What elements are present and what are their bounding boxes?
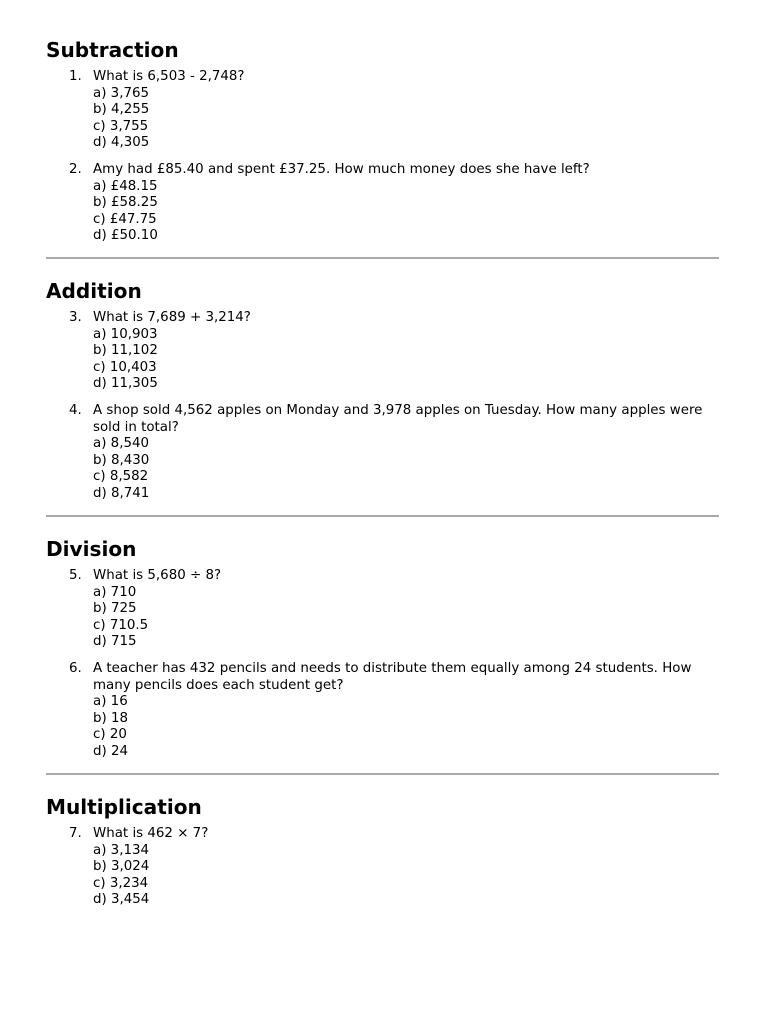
question-text: What is 5,680 ÷ 8? [93,568,222,583]
question-text: A shop sold 4,562 apples on Monday and 3,978 apples on Tuesday. How many apples were sold in total? [93,403,703,435]
answer-option-d: d) 8,741 [93,485,150,501]
answer-option-b: b) 8,430 [93,452,150,468]
question-text: What is 462 × 7? [93,826,209,841]
answer-option-a: a) 10,903 [93,326,158,342]
answer-option-c: c) 3,234 [93,875,149,891]
question-7 [69,826,719,910]
section-divider [46,515,719,517]
question-text: Amy had £85.40 and spent £37.25. How much money does she have left? [93,162,590,177]
answer-option-b: b) 4,255 [93,102,150,118]
answer-option-c: c) 20 [93,727,127,743]
question-number: 3. [69,310,82,325]
answer-option-b: b) 18 [93,710,129,726]
question-3 [69,310,719,394]
question-text: What is 7,689 + 3,214? [93,310,251,325]
answer-option-b: b) 11,102 [93,343,158,359]
question-text: A teacher has 432 pencils and needs to distribute them equally among 24 students. How many pencils does each student get? [93,661,692,693]
question-5 [69,568,719,652]
answer-option-d: d) £50.10 [93,228,158,244]
question-number: 7. [69,826,82,841]
question-6 [69,661,719,761]
section-title: Addition [46,279,142,303]
section-title: Division [46,537,137,561]
answer-option-b: b) 725 [93,601,137,617]
answer-option-d: d) 11,305 [93,376,158,392]
answer-option-c: c) 710.5 [93,617,149,633]
answer-option-a: a) £48.15 [93,178,158,194]
answer-option-a: a) 710 [93,584,137,600]
section-subtraction [46,38,719,244]
section-title: Subtraction [46,38,179,62]
section-multiplication [46,795,719,908]
section-divider [46,773,719,775]
answer-option-a: a) 8,540 [93,436,150,452]
section-addition [46,279,719,501]
answer-option-d: d) 715 [93,634,137,650]
answer-option-c: c) 3,755 [93,118,149,134]
answer-option-d: d) 3,454 [93,892,150,908]
question-number: 2. [69,162,82,177]
answer-option-c: c) 8,582 [93,469,149,485]
answer-option-d: d) 24 [93,743,129,759]
question-2 [69,162,719,246]
answer-option-d: d) 4,305 [93,135,150,151]
section-divider [46,257,719,259]
question-4 [69,403,719,503]
answer-option-b: b) £58.25 [93,195,158,211]
question-number: 4. [69,403,82,418]
question-text: What is 6,503 - 2,748? [93,69,245,84]
question-number: 5. [69,568,82,583]
question-1 [69,69,719,153]
question-number: 1. [69,69,82,84]
answer-option-a: a) 3,765 [93,85,150,101]
answer-option-a: a) 3,134 [93,842,150,858]
section-division [46,537,719,759]
answer-option-c: c) £47.75 [93,211,157,227]
section-title: Multiplication [46,795,202,819]
answer-option-c: c) 10,403 [93,359,157,375]
question-number: 6. [69,661,82,676]
answer-option-b: b) 3,024 [93,859,150,875]
answer-option-a: a) 16 [93,694,128,710]
